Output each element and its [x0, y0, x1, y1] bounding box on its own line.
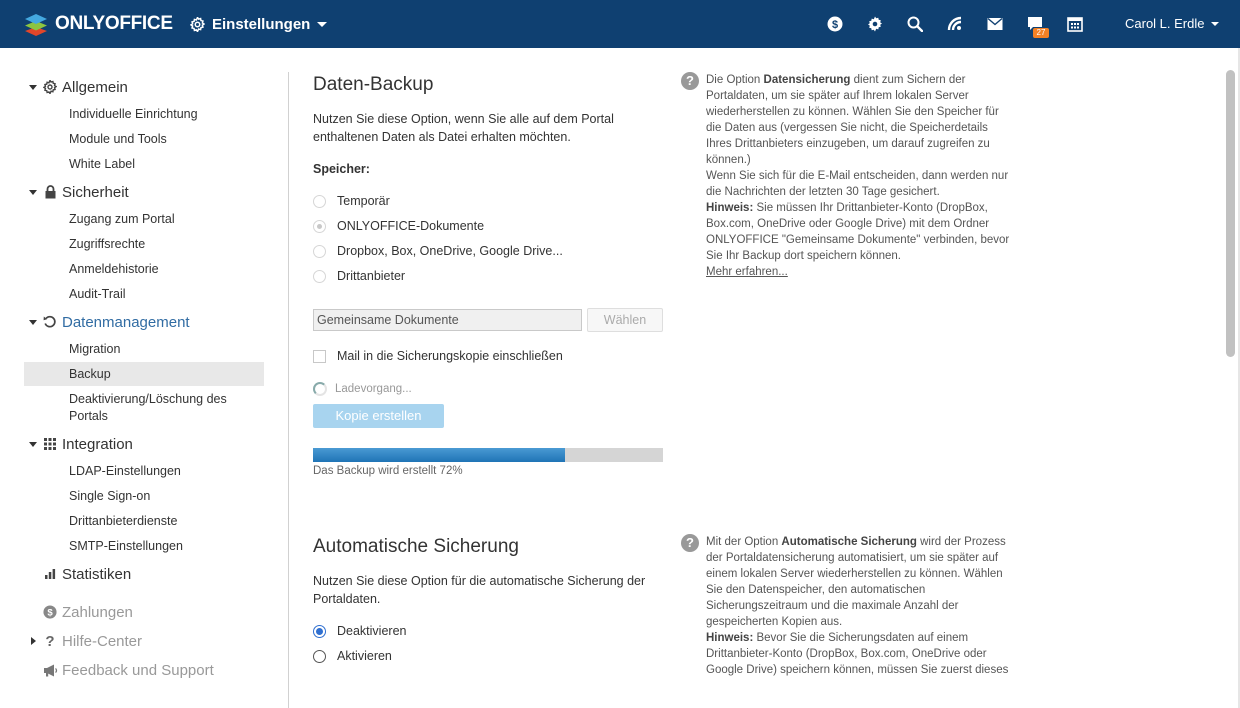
payment-icon [42, 604, 58, 620]
help-bold-term: Automatische Sicherung [781, 536, 917, 548]
include-mail-checkbox[interactable] [313, 350, 326, 363]
logo-layers-icon [23, 11, 49, 37]
svg-text:$: $ [831, 19, 839, 31]
sidebar-section-label: Datenmanagement [62, 313, 190, 331]
radio-button[interactable] [313, 245, 326, 258]
backup-progress-bar [313, 448, 663, 462]
radio-button[interactable] [313, 195, 326, 208]
help-text: Mit der Option [706, 536, 782, 548]
auto-backup-help-panel [681, 534, 1011, 678]
radio-button[interactable] [313, 625, 326, 638]
auto-backup-option-disable[interactable] [313, 623, 406, 639]
user-name: Carol L. Erdle [1125, 16, 1205, 31]
sidebar-item-white-label[interactable]: White Label [69, 157, 136, 171]
module-menu[interactable] [190, 13, 327, 35]
top-header [0, 0, 1240, 48]
sidebar-section-feedback[interactable] [28, 659, 214, 681]
sidebar-section-payments[interactable] [28, 601, 133, 623]
grid-icon [42, 436, 58, 452]
calendar-icon[interactable] [1065, 14, 1085, 34]
sidebar-item-third-party[interactable]: Drittanbieterdienste [69, 514, 178, 528]
sidebar-item-sso[interactable]: Single Sign-on [69, 489, 151, 503]
spinner-icon [313, 382, 327, 396]
gear-icon [190, 17, 205, 32]
payment-icon[interactable] [825, 14, 845, 34]
storage-option-onlyoffice-documents[interactable] [313, 218, 484, 234]
expand-arrow-icon [28, 317, 38, 327]
create-copy-button[interactable]: Kopie erstellen [313, 404, 444, 428]
sidebar-divider [288, 72, 289, 708]
sidebar-item-audit-trail[interactable]: Audit-Trail [69, 287, 126, 301]
sidebar-section-label: Zahlungen [62, 603, 133, 621]
settings-icon[interactable] [865, 14, 885, 34]
expand-arrow-icon [28, 636, 38, 646]
expand-arrow-icon [28, 187, 38, 197]
logo-text: ONLYOFFICE [55, 13, 173, 34]
question-icon: ? [45, 632, 55, 650]
sidebar-item-customization[interactable]: Individuelle Einrichtung [69, 107, 198, 121]
sidebar-section-label: Hilfe-Center [62, 632, 143, 650]
radio-button[interactable] [313, 220, 326, 233]
question-icon: ? [681, 534, 699, 552]
include-mail-label: Mail in die Sicherungskopie einschließen [337, 349, 563, 363]
sidebar-item-access-rights[interactable]: Zugriffsrechte [69, 237, 146, 251]
sidebar-item-modules[interactable]: Module und Tools [69, 132, 167, 146]
include-mail-checkbox-row[interactable] [313, 348, 563, 364]
help-note-label: Hinweis: [706, 632, 754, 644]
chat-badge: 27 [1033, 28, 1049, 38]
expand-arrow-icon [28, 439, 38, 449]
sidebar-section-label: Feedback und Support [62, 661, 214, 679]
restore-icon [42, 314, 58, 330]
sidebar-section-label: Integration [62, 435, 133, 453]
storage-option-temporary[interactable] [313, 193, 390, 209]
mail-icon[interactable] [985, 14, 1005, 34]
sidebar-item-smtp[interactable]: SMTP-Einstellungen [69, 539, 183, 553]
sidebar-section-integration[interactable] [28, 433, 133, 455]
radio-button[interactable] [313, 270, 326, 283]
sidebar-item-backup[interactable]: Backup [24, 362, 264, 386]
section-title-auto-backup: Automatische Sicherung [313, 536, 519, 557]
feed-icon[interactable] [945, 14, 965, 34]
sidebar-section-statistics[interactable] [28, 563, 131, 585]
auto-backup-option-enable[interactable] [313, 648, 392, 664]
loading-text: Ladevorgang... [335, 383, 412, 395]
backup-help-panel [681, 72, 1011, 280]
question-icon: ? [681, 72, 699, 90]
sidebar-item-deactivation[interactable]: Deaktivierung/Löschung des Portals [69, 392, 227, 423]
radio-label: Drittanbieter [337, 269, 406, 283]
chevron-down-icon [317, 22, 327, 27]
megaphone-icon [42, 662, 58, 678]
chevron-down-icon [1211, 22, 1219, 26]
sidebar-item-migration[interactable]: Migration [69, 342, 121, 356]
backup-description: Nutzen Sie diese Option, wenn Sie alle auf dem Portal enthaltenen Daten als Datei erhalten möchten. [313, 112, 614, 144]
help-text: wird der Prozess der Portaldatensicherung automatisiert, um sie später auf einem lokalen Server wiederherstellen zu können. Wählen Sie den Datenspeicher, den automatischen Sicherungszeitraum und die maximale Anzahl der gespeicherten Kopien aus. [706, 536, 1006, 628]
storage-label: Speicher: [313, 162, 370, 176]
storage-option-third-party[interactable] [313, 268, 405, 284]
progress-fill [313, 448, 565, 462]
sidebar-section-help-center[interactable] [28, 630, 142, 652]
module-label: Einstellungen [212, 15, 311, 33]
sidebar-section-label: Sicherheit [62, 183, 129, 201]
help-bold-term: Datensicherung [763, 74, 851, 86]
svg-text:$: $ [47, 607, 53, 619]
scrollbar-thumb[interactable] [1226, 70, 1235, 357]
radio-button[interactable] [313, 650, 326, 663]
radio-label: Aktivieren [337, 649, 392, 663]
sidebar-section-label: Allgemein [62, 78, 128, 96]
progress-status-text: Das Backup wird erstellt 72% [313, 465, 463, 477]
sidebar-section-label: Statistiken [62, 565, 132, 583]
auto-backup-description: Nutzen Sie diese Option für die automatische Sicherung der Portaldaten. [313, 574, 646, 606]
radio-label: Dropbox, Box, OneDrive, Google Drive... [337, 244, 563, 258]
learn-more-link[interactable]: Mehr erfahren... [706, 266, 788, 278]
sidebar-item-login-history[interactable]: Anmeldehistorie [69, 262, 159, 276]
search-icon[interactable] [905, 14, 925, 34]
help-note-text: Sie müssen Ihr Drittanbieter-Konto (DropBox, Box.com, OneDrive oder Google Drive) mit dem Ordner ONLYOFFICE "Gemeinsame Dokumente" verbinden, bevor Sie Ihr Backup dort speichern können. [706, 202, 1010, 262]
help-text: Wenn Sie sich für die E-Mail entscheiden, dann werden nur die Nachrichten der letzten 30 Tage gesichert. [706, 170, 1009, 198]
bar-chart-icon [42, 566, 58, 582]
storage-option-cloud[interactable] [313, 243, 563, 259]
radio-label: ONLYOFFICE-Dokumente [337, 219, 485, 233]
radio-label: Deaktivieren [337, 624, 407, 638]
folder-path-input[interactable]: Gemeinsame Dokumente [313, 309, 582, 331]
expand-arrow-icon [28, 82, 38, 92]
help-note-text: Bevor Sie die Sicherungsdaten auf einem Drittanbieter-Konto (DropBox, Box.com, OneDrive oder Google Drive) speichern können, müssen Sie zuerst dieses [706, 632, 1009, 676]
choose-folder-button[interactable]: Wählen [587, 308, 663, 332]
help-note-label: Hinweis: [706, 202, 754, 214]
sidebar-section-data-management[interactable] [28, 311, 190, 333]
help-text: dient zum Sichern der Portaldaten, um sie später auf Ihrem lokalen Server wiederherstellen zu können. Wählen Sie den Speicher für die Daten aus (vergessen Sie nicht, die Speicherdetails Ihres Drittanbieters einzugeben, um darauf zugreifen zu können.) [706, 74, 999, 166]
sidebar-section-security[interactable] [28, 181, 129, 203]
onlyoffice-logo[interactable] [23, 11, 173, 37]
sidebar-item-portal-access[interactable]: Zugang zum Portal [69, 212, 175, 226]
lock-icon [42, 184, 58, 200]
sidebar-item-ldap[interactable]: LDAP-Einstellungen [69, 464, 181, 478]
loading-indicator [313, 381, 412, 397]
gear-icon [42, 79, 58, 95]
user-menu[interactable] [1125, 16, 1219, 31]
page-title: Daten-Backup [313, 74, 434, 95]
sidebar-section-general[interactable] [28, 76, 128, 98]
help-text: Die Option [706, 74, 764, 86]
radio-label: Temporär [337, 194, 390, 208]
